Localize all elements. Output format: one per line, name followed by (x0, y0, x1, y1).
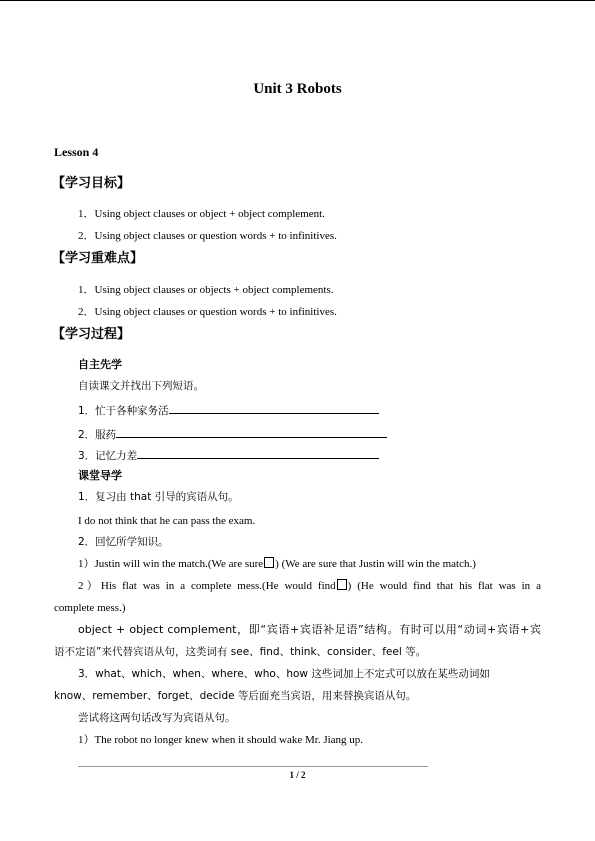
example-sentence: I do not think that he can pass the exam. (78, 515, 256, 527)
phrase-label-1: 1．忙于各种家务活 (78, 405, 169, 417)
try-instruction: 尝试将这两句话改写为宾语从句。 (78, 712, 236, 724)
phrase-label-2: 2．服药 (78, 429, 117, 441)
example-2 (78, 579, 541, 593)
self-study-intro: 自读课文并找出下列短语。 (78, 380, 204, 392)
phrase-label-3: 3．记忆力差 (78, 450, 138, 462)
page-number: 1 / 2 (289, 770, 306, 780)
explanation-line-2: 语不定语”来代替宾语从句，这类词有 see、find、think、consider、feel 等。 (54, 646, 427, 658)
process-heading: 【学习过程】 (52, 327, 131, 342)
empty-box-icon (264, 557, 274, 568)
example-2-part-a: 2）His flat was in a complete mess.(He would find (78, 580, 336, 592)
example-1-part-a: 1）Justin will win the match.(We are sure (78, 558, 264, 570)
class-guide-heading: 课堂导学 (78, 469, 122, 482)
task-1: 1）The robot no longer knew when it should wake Mr. Jiang up. (78, 734, 364, 746)
phrase-row-1 (78, 402, 379, 418)
example-1-part-b: ) (We are sure that Justin will win the match.) (275, 558, 476, 570)
recall-point: 2．回忆所学知识。 (78, 536, 169, 548)
example-2-part-b: ) (He would find that his flat was in a (347, 580, 542, 592)
answer-blank-2[interactable] (116, 426, 387, 438)
answer-blank-3[interactable] (137, 447, 379, 459)
objectives-heading: 【学习目标】 (52, 176, 131, 191)
example-1 (78, 557, 476, 571)
key-points-heading: 【学习重难点】 (52, 251, 144, 266)
point-3-line-1: 3．what、which、when、where、who、how 这些词加上不定式可以放在某些动词如 (78, 668, 490, 680)
review-text: 1．复习由 that 引导的宾语从句。 (78, 491, 239, 503)
key-point-item-1: 1．Using object clauses or objects + object complements. (78, 284, 334, 296)
page-title: Unit 3 Robots (253, 81, 342, 97)
objective-item-1: 1．Using object clauses or object + object complement. (78, 208, 325, 220)
empty-box-icon (337, 579, 347, 590)
example-2-continued: complete mess.) (54, 602, 126, 614)
phrase-row-3 (78, 447, 379, 463)
phrase-row-2 (78, 426, 387, 442)
explanation-line-1: object + object complement，即“宾语+宾语补足语”结构。有时可以用“动词+宾语+宾 (78, 623, 541, 636)
answer-blank-1[interactable] (169, 402, 379, 414)
footer-divider (78, 766, 428, 767)
key-point-item-2: 2．Using object clauses or question words + to infinitives. (78, 306, 337, 318)
review-point (78, 490, 239, 504)
self-study-heading: 自主先学 (78, 358, 122, 371)
objective-item-2: 2．Using object clauses or question words + to infinitives. (78, 230, 337, 242)
lesson-heading: Lesson 4 (54, 145, 99, 159)
point-3-line-2: know、remember、forget、decide 等后面充当宾语，用来替换宾语从句。 (54, 690, 417, 702)
